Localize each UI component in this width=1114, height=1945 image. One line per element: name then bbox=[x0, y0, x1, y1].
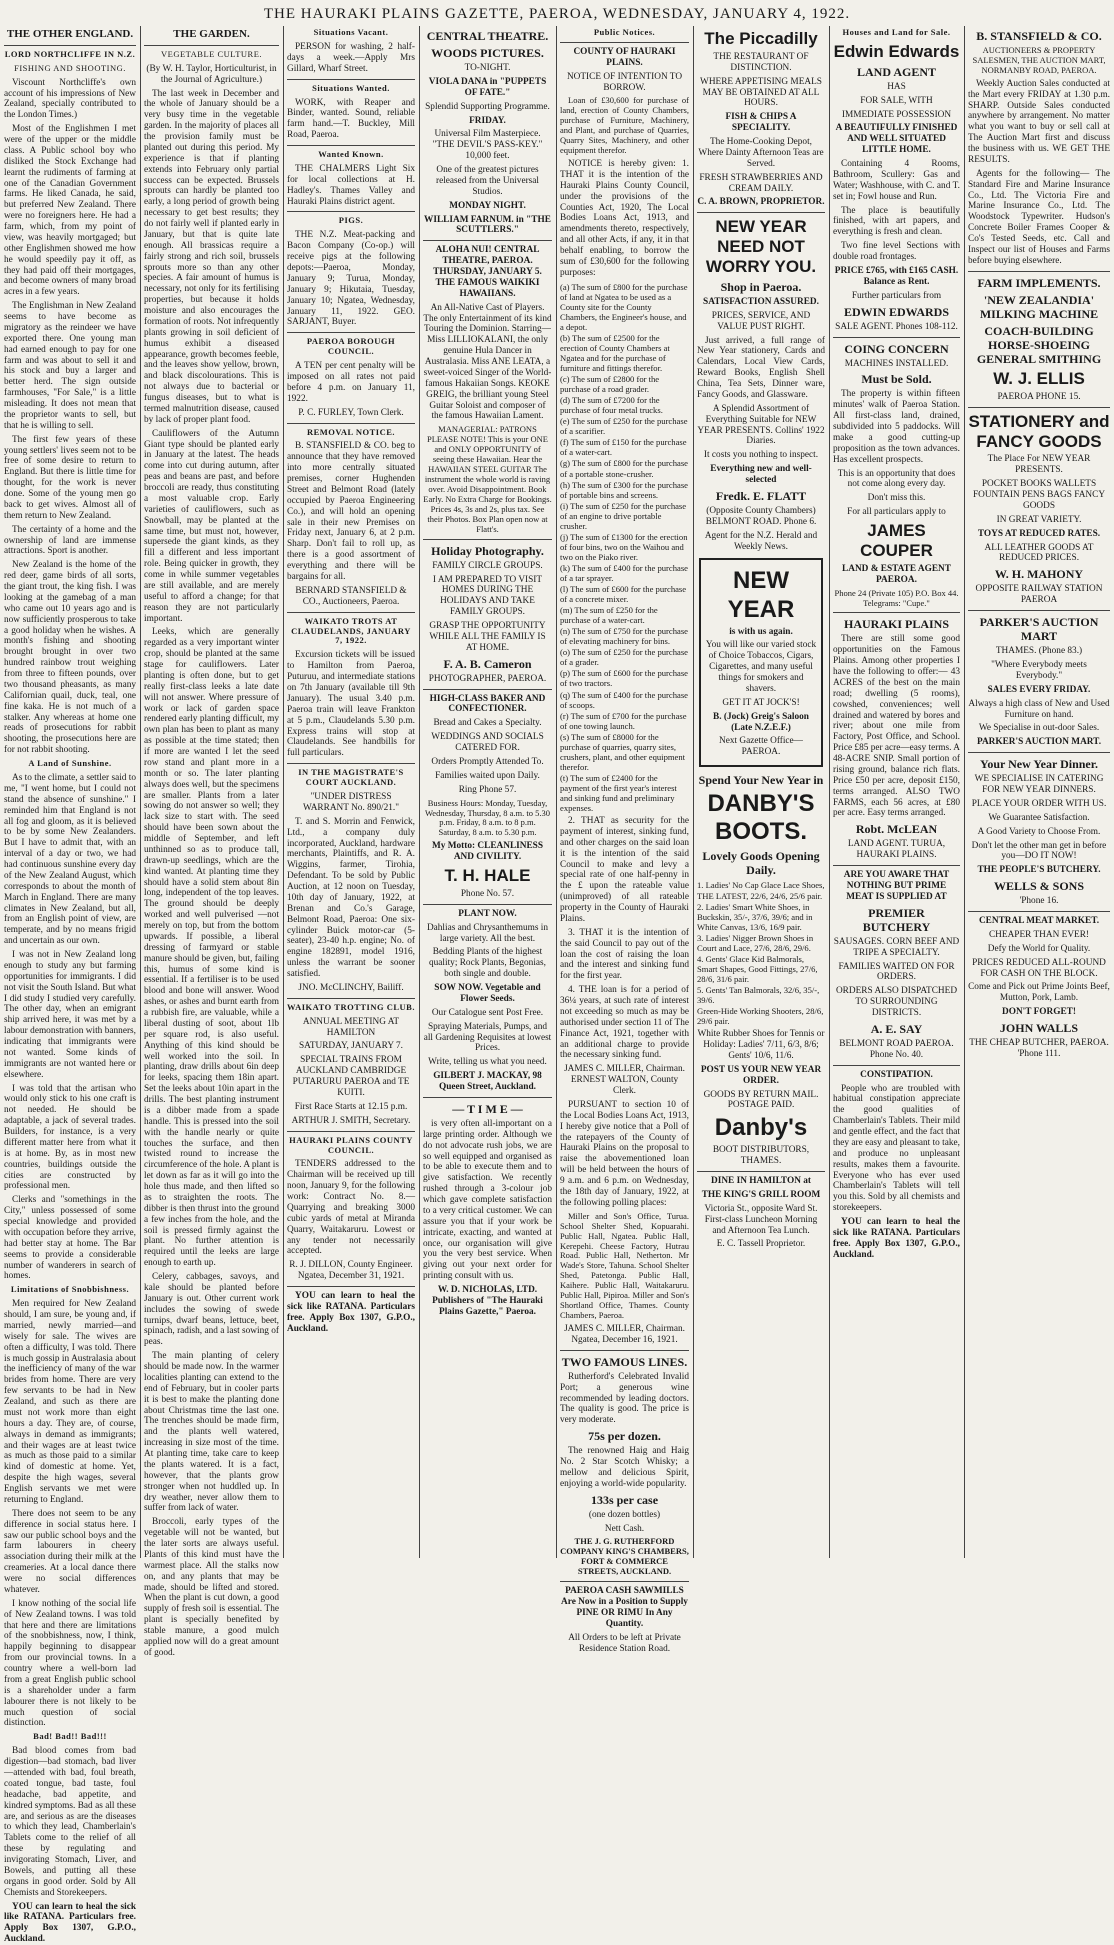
loan-items bbox=[560, 282, 689, 813]
classified-ad: Excursion tickets will be issued to Hamilton from Paeroa, Puturuu, and intermediate stations on 7th January (available till 9th January). The usual 3.40 p.m. Paeroa train will leave Frankton at 5 p.m., Claudelands 5.30 p.m. Express trains will stop at Claudelands. See handbills for full particulars. bbox=[287, 650, 415, 759]
cameron-name: F. A. B. Cameron bbox=[443, 656, 532, 671]
lovely-goods: Lovely Goods Opening Daily. bbox=[702, 849, 820, 878]
loan-item: (i) The sum of £250 for the purchase of an engine to drive portable crusher. bbox=[560, 500, 687, 531]
ad-line: Nett Cash. bbox=[604, 1523, 645, 1534]
article-section: A Land of Sunshine. bbox=[28, 758, 112, 769]
section-header: PAEROA BOROUGH COUNCIL. bbox=[306, 336, 396, 357]
ad-line: For all particulars apply to bbox=[847, 507, 946, 518]
ad-line: The renowned Haig and Haig No. 2 Star Scotch Whisky; a mellow and delicious Spirit, enjoying a world-wide popularity. bbox=[560, 1446, 689, 1489]
ad-line: I AM PREPARED TO VISIT HOMES DURING THE HOLIDAYS AND TAKE FAMILY GROUPS. bbox=[432, 574, 543, 618]
column-rule bbox=[964, 26, 965, 1558]
shoe-item: 2. Ladies' Smart White Shoes, in Buckskin, 35/-, 37/6, 39/6; and in White Canvas, 13/6, 16/9 pair. bbox=[697, 901, 813, 932]
ad-line: It costs you nothing to inspect. bbox=[703, 450, 819, 461]
ad-line: PLANT NOW. bbox=[458, 908, 517, 919]
ad-line: THE RESTAURANT OF DISTINCTION. bbox=[713, 51, 809, 73]
ad-line: Phone 24 (Private 105) P.O. Box 44. Telegrams: "Cupe." bbox=[834, 587, 959, 608]
article-paragraph: The last week in December and the whole of January should be a very busy time in the vegetable garden. In the majority of places all the provision family must be planted out during this period. My experience is that if planting extends into February only partial success can be expected. Brussels sprouts can hardly be planted too early, a long period of growth being necessary to get best results; they do not fairly well if planted early in January, but that is quite late enough. All brassicas require a fairly strong and rich soil, brussels sprouts more so than any other species. A fair amount of humus is necessary, not only for its fertilising properties, but because it holds moisture and also encourages the formation of roots. Not infrequently plants growing in soil deficient of humus exhibit a diseased appearance, growth becomes feeble, and the leaves show yellow, brown, and black discolourations. This is not always due to bacterial or fungus diseases, but to what is termed malnutrition disease, caused by lack of proper plant food. bbox=[144, 88, 279, 425]
ad-line: GOODS BY RETURN MAIL. POSTAGE PAID. bbox=[703, 1089, 819, 1111]
article-paragraph: The Englishman in New Zealand seems to have become as migratory as the reindeer we have exported there. One young man had earned enough to pay for one farm and was about to sell it and his stock and buy a larger and better herd. The sign outside farmhouses, "For Sale," is a little misleading. It does not mean that the proprietor wants to sell, but that he is willing to sell. bbox=[4, 301, 136, 431]
stationery-heading: STATIONERY and FANCY GOODS bbox=[968, 411, 1110, 451]
ad-line: CONSTIPATION. bbox=[860, 1069, 933, 1080]
classified-ad: B. STANSFIELD & CO. beg to announce that they have removed into more centrally situated premises, corner Hughenden Street and Belmont Road (lately occupied by Paeroa Engineering Co.), and will hold an opening sale in their new Premises on Friday next, January 6, at 2 p.m. Sharp. Don't fail to roll up, as there is a good assortment of everything and there will be bargains for all. bbox=[287, 441, 415, 582]
section-header: WAIKATO TROTS AT CLAUDELANDS, JANUARY 7, 1922. bbox=[291, 615, 411, 646]
ad-line: Agents for the following— The Standard Fire and Marine Insurance Co., Ltd. The Victoria Fire and Marine Insurance Co., Ltd. The Woodstock Typewriter. Hudson's Concrete Boiler Frames Cooper & Co's Tested Seeds, etc. Call and Inspect our list of Houses and Farms before buying elsewhere. bbox=[968, 168, 1110, 266]
ad-line: FAMILY CIRCLE GROUPS. bbox=[432, 560, 543, 571]
article-paragraph: I was not in New Zealand long enough to study any but farming opportunities for immigrants. I did not visit the South Island. But what I did study I studied very carefully. The other day, when an emigrant ship arrived here, it was met by a labour demonstration with banners, indicating that immigrants were not wanted. Some kinds of immigrants are not wanted here or elsewhere. bbox=[4, 950, 136, 1080]
ad-line: We Guarantee Satisfaction. bbox=[988, 812, 1090, 823]
ad-line: The Home-Cooking Depot, Where Dainty Afternoon Teas are Served. bbox=[698, 137, 824, 169]
going-concern: COING CONCERN bbox=[844, 341, 949, 356]
notice-line: PURSUANT to section 10 of the Local Bodies Loans Act, 1913, I hereby give notice that a Poll of the ratepayers of the County of Hauraki Plains on the proposal to raise the abovementioned loan will be held between the hours of 9 a.m. and 6 p.m. on Wednesday, the 18th day of January, 1922, at the following polling places: bbox=[560, 1099, 689, 1208]
article-paragraph: New Zealand is the home of the red deer, game birds of all sorts, the giant trout, the king fish. I was looking at the gamebag of a man who came out 10 years ago and is now sufficiently prosperous to take a good holiday when he wishes. A month's fishing and shooting brought brought in over two hundred rainbow trout weighing from three to fifteen pounds, over two thousand pheasants, as many Californian quail, duck, teal, one fine kaka. He is not much of a stalker. Any whereas at home one reads of prosecutions for rabbit shooting, the prosecutions here are for not rabbit shooting. bbox=[4, 560, 136, 756]
ad-line: Further particulars from bbox=[851, 290, 942, 301]
two-famous-lines: TWO FAMOUS LINES. bbox=[561, 1354, 688, 1369]
article-paragraph: As to the climate, a settler said to me, "I went home, but I could not stand the absence of sunshine." I reminded him that England is not all fog and gloom, as it is believed to be by some New Zealanders. But I have to admit that, with an interval of a day or two, we had had continuous sunshine every day of the New Zealand August, which corresponds to about the month of March in England. There are many climates in New Zealand, but all, from an English point of view, are temperate, and by no means frigid and uncertain as our own. bbox=[4, 773, 136, 947]
price-whisky: 133s per case bbox=[590, 1492, 659, 1507]
ad-line: Next Gazette Office—PAEROA. bbox=[719, 736, 803, 758]
ad-line: FOR SALE, WITH bbox=[860, 95, 933, 106]
shoe-list bbox=[697, 880, 825, 1026]
ad-line: Rutherford's Celebrated Invalid Port; a generous wine recommended by leading doctors. The quality is good. The price is very moderate. bbox=[560, 1371, 689, 1426]
ad-line: FISH & CHIPS A SPECIALITY. bbox=[725, 112, 797, 134]
shoe-item: 3. Ladies' Nigger Brown Shoes in Court and Lace, 27/6, 28/6, 29/6. bbox=[697, 932, 814, 953]
article-paragraph: Clerks and "somethings in the City," unless possessed of some special knowledge and provided with occupation before they arrive, had better stay at home. The Bar seems to provide a considerable number of wanderers in search of homes. bbox=[4, 1195, 136, 1282]
ad-line: Splendid Supporting Programme. bbox=[425, 101, 550, 112]
article-subtitle: VEGETABLE CULTURE. bbox=[160, 48, 263, 59]
loan-item: (p) The sum of £600 for the purchase of two tractors. bbox=[560, 668, 688, 689]
notice-line: COUNTY OF HAURAKI PLAINS. bbox=[573, 46, 676, 68]
ad-line: Always a high class of New and Used Furniture on hand. bbox=[968, 698, 1110, 720]
ad-line: My Motto: CLEANLINESS AND CIVILITY. bbox=[431, 841, 544, 863]
notice-line: 4. THE loan is for a period of 36¼ years, at such rate of interest not exceeding so much as may be authorised under section 11 of The Finance Act, 1921, together with an additional charge to provide the necessary sinking fund. bbox=[560, 985, 689, 1061]
loan-item: (g) The sum of £800 for the purchase of a portable stone-crusher. bbox=[560, 458, 688, 479]
ad-line: FRESH STRAWBERRIES AND CREAM DAILY. bbox=[699, 172, 823, 194]
ad-line: One of the greatest pictures released from the Universal Studios. bbox=[436, 165, 539, 197]
column-businesses bbox=[968, 26, 1110, 1558]
ad-line: GILBERT J. MACKAY, 98 Queen Street, Auckland. bbox=[433, 1071, 542, 1093]
ad-line: Agent for the N.Z. Herald and Weekly News. bbox=[704, 530, 818, 552]
article-paragraph: I was told that the artisan who would only stick to his one craft is not needed. He should be adaptable, a jack of several trades. Builders, for instance, is a very different matter here from what it is at home. By, as in most new countries, buildings outside the cities are constructed by professional men. bbox=[4, 1083, 136, 1192]
section-header: Public Notices. bbox=[593, 27, 656, 37]
article-byline: (By W. H. Taylor, Horticulturist, in the Journal of Agriculture.) bbox=[146, 63, 277, 85]
column-rule bbox=[140, 26, 141, 1558]
ad-line: MANAGERIAL: PATRONS PLEASE NOTE! This is your ONE and ONLY OPPORTUNITY of seeing these Hawaiian. Hear the HAWAIIAN STEEL GUITAR The instrument the whole world is raving over. Avoid Disappointment. Book Early. No Extra Charge for Bookings. Prices 4s, 3s and 2s, plus tax. See their Photos. Box Plan open now at Flatt's. bbox=[423, 424, 552, 534]
ad-line: IMMEDIATE POSSESSION bbox=[841, 109, 952, 120]
ad-line: BELMONT ROAD PAEROA. Phone No. 40. bbox=[839, 1038, 954, 1060]
ad-line: WILLIAM FARNUM. in "THE SCUTTLERS." bbox=[424, 214, 551, 236]
ellis-name: W. J. ELLIS bbox=[993, 368, 1085, 388]
ad-line: ALOHA NUI! CENTRAL THEATRE, PAEROA. THURSDAY, JANUARY 5. THE FAMOUS WAIKIKI HAWAIIANS. bbox=[433, 245, 542, 299]
article-paragraph: There does not seem to be any difference in social status here. I saw our public school boys and the farm labourers in cheery association during their milk at the creameries. At a local dance there were no social differences whatever. bbox=[4, 1508, 136, 1595]
new-year-title: NEW YEAR bbox=[727, 567, 795, 623]
shoe-item: Green-Hide Working Shooters, 28/6, 29/6 pair. bbox=[697, 1006, 824, 1027]
classified-ad: First Race Starts at 12.15 p.m. bbox=[294, 1101, 408, 1112]
loan-item: (m) The sum of £250 for the purchase of a water-cart. bbox=[560, 605, 658, 626]
ad-line: Your New Year Dinner. bbox=[979, 757, 1098, 772]
ad-line: HAS bbox=[887, 81, 906, 92]
ad-line: PRICES, SERVICE, AND VALUE PUST RIGHT. bbox=[711, 310, 811, 332]
ratana-ad: YOU can learn to heal the sick like RATANA. Particulars free. Apply Box 1307, G.P.O., Auckland. bbox=[287, 1291, 415, 1334]
classified-ad: ANNUAL MEETING AT HAMILTON bbox=[302, 1016, 400, 1038]
shop-in-paeroa: Shop in Paeroa. bbox=[720, 279, 802, 294]
section-header: WAIKATO TROTTING CLUB. bbox=[287, 1001, 415, 1012]
article-paragraph: The certainty of a home and the ownership of land are immense attractions. Sport is another. bbox=[4, 524, 136, 557]
ad-line: OPPOSITE RAILWAY STATION PAEROA bbox=[975, 584, 1103, 606]
ad-line: Come and Pick out Prime Joints Beef, Mutton, Pork, Lamb. bbox=[968, 982, 1110, 1004]
ad-line: LAND AGENT bbox=[856, 64, 936, 79]
ad-line: E. C. Tassell Proprietor. bbox=[716, 1239, 806, 1250]
ad-line: Don't let the other man get in before you—DO IT NOW! bbox=[971, 840, 1107, 862]
ad-line: "Where Everybody meets Everybody." bbox=[991, 660, 1087, 681]
ad-line: W. D. NICHOLAS, LTD. Publishers of "The Hauraki Plains Gazette," Paeroa. bbox=[432, 1285, 543, 1317]
column-entertainment bbox=[423, 26, 552, 1558]
edwards-name: Edwin Edwards bbox=[833, 41, 960, 61]
couper-name: JAMES COUPER bbox=[860, 521, 933, 560]
ad-line: is with us again. bbox=[729, 626, 793, 637]
article-title: THE GARDEN. bbox=[173, 28, 250, 40]
ad-line: THE PEOPLE'S BUTCHERY. bbox=[977, 865, 1101, 876]
spend-heading: Spend Your New Year in bbox=[698, 773, 824, 788]
notice-line: Loan of £30,600 for purchase of land, erection of County Chambers, purchase of Furniture, Machinery, and Plant, and purchase of Quarries, Quarry Sites, Machinery, and other equipment therefor. bbox=[560, 95, 689, 156]
ad-line: 'NEW ZEALANDIA' MILKING MACHINE bbox=[979, 292, 1099, 321]
loan-item: (r) The sum of £700 for the purchase of one towing launch. bbox=[560, 710, 687, 731]
loan-item: (f) The sum of £150 for the purchase of a water-cart. bbox=[560, 437, 687, 458]
column-garden bbox=[144, 26, 280, 1658]
ad-line: There are still some good opportunities on the Famous Plains. Among other properties I have the following to offer:— 43 ACRES of the best on the main road; dwelling (5 rooms), cowshed, conveniences; well drained and watered by bores and river; about one mile from Factory, Post Office, and School. Price £85 per acre—easy terms. A 48-ACRE SNIP. Small portion of rising ground, balance rich flats. Price £50 per acre, deposit £150, terms arranged. ALSO TWO FARMS, each 56 acres, at £80 per acre. Easy terms arranged. bbox=[833, 634, 961, 819]
loan-item: (j) The sum of £1300 for the erection of four bins, two on the Waihou and two on the Piako river. bbox=[560, 531, 688, 562]
ad-line: GET IT AT JOCK'S! bbox=[722, 697, 800, 708]
walls-name: JOHN WALLS bbox=[999, 1021, 1079, 1036]
loan-item: (n) The sum of £750 for the purchase of elevating machinery for bins. bbox=[560, 626, 688, 647]
column-rule bbox=[283, 26, 284, 1558]
ad-line: (one dozen bottles) bbox=[588, 1509, 661, 1520]
classified-ad: SATURDAY, JANUARY 7. bbox=[298, 1041, 403, 1052]
piccadilly-title: The Piccadilly bbox=[704, 29, 818, 48]
signature: JAMES C. MILLER, Chairman. ERNEST WALTON, County Clerk. bbox=[564, 1064, 685, 1097]
ad-line: Bread and Cakes a Specialty. bbox=[433, 718, 542, 729]
ad-line: Victoria St., opposite Ward St. First-class Luncheon Morning and Afternoon Tea Lunch. bbox=[704, 1203, 818, 1236]
article-paragraph: Leeks, which are generally regarded as a very important winter crop, should be planted at the same stage for cauliflowers. Later planting is often done, but to get really first-class leeks a late date will not answer. Where pressure of work or lack of garden space rendered early planting difficult, my own plan has been to plant as many as possible at the time stated; then if more are wanted I let the seed row stand and plant more in a month or so. The later planting always does well, but the specimens are smaller. Plants from a later sowing do not answer so well; they lack size to start with. The seed should have been sown about the middle of September, and left unthinned so as to produce tall, drawn-up seedlings, which are the kind wanted. At planting time they should have a solid stem about 8in long, independent of the top leaves. The ground should be deeply worked and well pulverised —not merely on top, but from the bottom upwards. If possible, a liberal dressing of farmyard or stable manure should be given, but, failing this, humus of some kind is essential. If a fertiliser is to be used blood and bone will answer. Wood ashes, or ashes and burnt earth from a rubbish fire, are valuable, while a liberal dusting of soot, about 1lb per square rod, is also useful. Anything of this kind should be well worked into the soil. In planting, draw drills about 6in deep for leeks, spacing them 18in apart. Set the leeks about 10in apart in the drills. The best planting instrument is a dibber made from a spade handle. This is pressed into the soil with the handle nearly or quite touches the surface, and then twisted round to increase the circumference of the hole. A plant is let down as far as it will go into the hole thus made, and then lifted so as to straighten the roots. The dibber is then thrust into the ground a few inches from the hole, and the soil is pressed firmly against the plant. No further attention is required until the leeks are large enough to earth up. bbox=[144, 627, 280, 1269]
ad-line: PHOTOGRAPHER, PAEROA. bbox=[428, 673, 547, 684]
section-header: Situations Wanted. bbox=[312, 82, 390, 93]
signature: BERNARD STANSFIELD & CO., Auctioneers, Paeroa. bbox=[295, 585, 407, 607]
signature: R. J. DILLON, County Engineer. Ngatea, December 31, 1921. bbox=[289, 1260, 413, 1282]
ad-line: WE SPECIALISE IN CATERING FOR NEW YEAR DINNERS. bbox=[974, 774, 1104, 796]
signature: JNO. McCLINCHY, Bailiff. bbox=[298, 982, 404, 993]
ad-line: Weekly Auction Sales conducted at the Mart every FRIDAY at 1.30 p.m. SHARP. Outside Sales conducted anywhere by arrangement. No matter what you want to buy or sell call at The Auction Mart first and discuss the business with us. WE GET THE RESULTS. bbox=[968, 78, 1110, 165]
holiday-photography: Holiday Photography. bbox=[431, 543, 544, 558]
ad-line: PRICE £765, with £165 CASH. Balance as Rent. bbox=[834, 265, 959, 287]
loan-item: (c) The sum of £2800 for the purchase of a road grader. bbox=[560, 374, 660, 395]
section-header: IN THE MAGISTRATE'S COURT AUCKLAND. bbox=[298, 767, 404, 788]
loan-item: (s) The sum of £8000 for the purchase of quarries, quarry sites, crushers, plant, and other equipment therefor. bbox=[560, 731, 686, 772]
loan-item: (q) The sum of £400 for the purchase of scoops. bbox=[560, 689, 688, 710]
ad-line: A BEAUTIFULLY FINISHED AND WELL SITUATED LITTLE HOME. bbox=[835, 123, 958, 156]
polling-places: Miller and Son's Office, Turua. School Shelter Shed, Kopuarahi. Public Hall, Ngatea. Public Hall, Kerepehi. Cheese Factory, Hutrau Road. Public Hall, Netherton. Mr Wade's Store, Tahuna. School Shelter Shed, Patetonga. Public Hall, Kaihere. Public Hall, Waitakaruru. Public Hall, Pipiroa. Miller and Son's Shortland Office, Thames. County Chambers, Paeroa. bbox=[560, 1210, 689, 1321]
column-rule bbox=[556, 26, 557, 1558]
column-rule bbox=[829, 26, 830, 1558]
signature: JAMES C. MILLER, Chairman. Ngatea, December 16, 1921. bbox=[564, 1324, 685, 1345]
ad-line: The place is beautifully finished, with art papers, and everything is fresh and clean. bbox=[833, 205, 960, 238]
ad-line: EDWIN EDWARDS bbox=[843, 304, 950, 319]
woods-pictures: WOODS PICTURES. bbox=[431, 46, 544, 61]
ad-line: A Good Variety to Choose From. bbox=[977, 826, 1101, 837]
loan-item: (o) The sum of £250 for the purchase of a grader. bbox=[560, 647, 688, 668]
mclean-name: Robt. McLEAN bbox=[855, 822, 938, 837]
time-heading: — T I M E — bbox=[452, 1101, 523, 1116]
ad-line: WEDDINGS AND SOCIALS CATERED FOR. bbox=[431, 732, 544, 754]
ad-line: SATISFACTION ASSURED. bbox=[703, 296, 819, 307]
ad-line: White Rubber Shoes for Tennis or Holiday: Ladies' 7/11, 6/3, 8/6; Gents' 10/6, 11/6. bbox=[697, 1029, 825, 1061]
article-paragraph: I know nothing of the social life of New Zealand towns. I was told that here and there are limitations of the snobbishness, now, I think, happily beginning to disappear from our provincial towns. In a country where a well-born lad from a great English public school is a shareholder under a farm labourer there is not likely to be much question of social distinction. bbox=[4, 1598, 136, 1729]
stansfield-name: B. STANSFIELD & CO. bbox=[976, 29, 1102, 43]
article-title: THE OTHER ENGLAND. bbox=[6, 28, 134, 40]
ad-line: PAEROA CASH SAWMILLS Are Now in a Position to Supply PINE OR RIMU In Any Quantity. bbox=[561, 1586, 688, 1629]
shoe-item: 1. Ladies' No Cap Glace Lace Shoes, THE LATEST, 22/6, 24/6, 25/6 pair. bbox=[697, 880, 825, 901]
loan-item: (h) The sum of £300 for the purchase of portable bins and screens. bbox=[560, 479, 688, 500]
section-header: Situations Vacant. bbox=[313, 27, 389, 37]
ad-line: THAMES. (Phone 83.) bbox=[995, 646, 1083, 657]
ad-line: DON'T FORGET! bbox=[1002, 1007, 1076, 1018]
mahony-name: W. H. MAHONY bbox=[994, 567, 1084, 582]
ad-line: IN GREAT VARIETY. bbox=[996, 514, 1082, 525]
ad-line: PLACE YOUR ORDER WITH US. bbox=[971, 798, 1107, 809]
section-header: Wanted Known. bbox=[318, 149, 384, 159]
ad-line: People who are troubled with habitual constipation appreciate the good qualities of Chamberlain's Tablets. Their mild and gentle effect, and the fact that they are easy and pleasant to take, and produce no unpleasant results, makes them a favourite. Everyone who has ever used Chamberlain's Tablets will tell you this. Sold by all chemists and storekeepers. bbox=[833, 1083, 960, 1214]
article-paragraph: Broccoli, early types of the vegetable will not be wanted, but the later sorts are always useful. Plants of this kind must have the warmest place. All the stalks now on, and any plants that may be made, should be lifted and stored. When the plant is cut down, a good supply of fresh soil is essential. The plant is specially benefited by stable manure, a good mulch applied now will do a great amount of good. bbox=[144, 1517, 279, 1658]
article-paragraph: The first few years of these young settlers' lives seem not to be free of some desire to return to England. But there is little time for thought, for the work is never done. Some of the young men go back to get wives. Almost all of them return to New Zealand. bbox=[4, 434, 136, 521]
ad-line: Business Hours: Monday, Tuesday, Wednesday, Thursday, 8 a.m. to 5.30 p.m. Friday, 8 a.m. to 8 p.m. Saturday, 8 a.m. to 5.30 p.m. bbox=[424, 797, 551, 838]
column-classifieds bbox=[287, 26, 415, 1558]
ad-line: (Opposite County Chambers) BELMONT ROAD. Phone 6. bbox=[705, 505, 817, 527]
loan-item: (d) The sum of £7200 for the purchase of four metal trucks. bbox=[560, 395, 663, 416]
ad-line: MONDAY NIGHT. bbox=[449, 200, 526, 211]
ad-line: Defy the World for Quality. bbox=[987, 943, 1091, 954]
ratana-ad: YOU can learn to heal the sick like RATANA. Particulars free. Apply Box 1307, G.P.O., Auckland. bbox=[4, 1901, 136, 1945]
column-land-sales bbox=[833, 26, 960, 1558]
ad-line: GRASP THE OPPORTUNITY WHILE ALL THE FAMILY IS AT HOME. bbox=[429, 621, 546, 653]
shoe-item: 5. Gents' Tan Balmorals, 32/6, 35/-, 39/6. bbox=[697, 984, 820, 1005]
ad-line: THE KING'S GRILL ROOM bbox=[701, 1189, 821, 1200]
ad-line: The property is within fifteen minutes' walk of Paeroa Station. All first-class land, drained, subdivided into 5 paddocks. Will make a good cutting-up proposition as the town advances. Has excellent prospects. bbox=[833, 389, 960, 465]
ad-line: SAUSAGES. CORN BEEF AND TRIPE A SPECIALTY. bbox=[833, 936, 960, 958]
flatt-name: Fredk. E. FLATT bbox=[715, 488, 807, 503]
premier-butchery: PREMIER BUTCHERY bbox=[862, 905, 931, 934]
ad-line: POCKET BOOKS WALLETS FOUNTAIN PENS BAGS FANCY GOODS bbox=[972, 479, 1106, 511]
loan-item: (a) The sum of £800 for the purchase of land at Ngatea to be used as a County site for the County Chambers, the Engineer's house, and a depot. bbox=[560, 281, 688, 332]
column-other-england bbox=[4, 26, 136, 1945]
classified-ad: THE CHALMERS Light Six for local collections at H. Hadley's. Thames Valley and Hauraki Plains district agent. bbox=[287, 163, 415, 207]
price-port: 75s per dozen. bbox=[588, 1429, 661, 1444]
classified-ad: TENDERS addressed to the Chairman will be received up till noon, January 9, for the following work: Contract No. 8.—Quarrying and breaking 3000 cubic yards of metal at Miranda Quarry, Waitakaruru. Lowest or any tender not necessarily accepted. bbox=[287, 1159, 415, 1257]
court-subheader: "UNDER DISTRESS WARRANT No. 890/21." bbox=[302, 792, 400, 813]
classified-ad: A TEN per cent penalty will be imposed on all rates not paid before 4 p.m. on January 11, 1922. bbox=[287, 361, 415, 404]
ad-line: Must be Sold. bbox=[861, 372, 932, 387]
ad-line: CENTRAL MEAT MARKET. bbox=[978, 916, 1100, 927]
ad-line: SALES EVERY FRIDAY. bbox=[987, 684, 1091, 695]
shoe-item: 4. Gents' Glace Kid Balmorals, Smart Shapes, Good Fittings, 27/6, 28/6, 31/6 pair. bbox=[697, 953, 818, 984]
ad-line: CHEAPER THAN EVER! bbox=[988, 929, 1090, 940]
ad-line: DINE IN HAMILTON at bbox=[711, 1176, 811, 1187]
ad-line: Ring Phone 57. bbox=[458, 784, 517, 795]
ad-line: An All-Native Cast of Players. The only Entertainment of its kind Touring the Dominion. Starring— Miss LILLIOKALANI, the only genuine Hula Dancer in Australasia. Miss ANE LEATA, a sweet-voiced Singer of the World-famous Hakaiian Songs. KEOKE GREIG, the brilliant young Steel Guitar Soloist and composer of the famous Hawaiian Lament. bbox=[423, 302, 552, 422]
ad-line: This is an opportunity that does not come along every day. bbox=[837, 468, 956, 490]
article-paragraph: Men required for New Zealand should, I am sure, be young and, if married, newly married—and wisely for sale. The wives are often a difficulty, I was told. There is much gossip in Australasia about the inefficiency of many of the war brides from home. There are very few servants to be had in New Zealand, and such as there are must not work more than eight hours a day. They are, of course, always in demand as immigrants; and their wages are at least twice as much as those paid to a similar kind of domestic at home. Yet, despite the high wages, several English servants we met were returning to England. bbox=[4, 1299, 136, 1505]
ad-line: Families waited upon Daily. bbox=[435, 770, 540, 781]
danbys-boots: DANBY'S BOOTS. bbox=[707, 790, 815, 846]
ad-line: FAMILIES WAITED ON FOR ORDERS. bbox=[838, 961, 955, 983]
ad-line: 'Phone 16. bbox=[1019, 896, 1059, 907]
article-paragraph: Bad blood comes from bad digestion—bad stomach, bad liver—attended with bad, foul breath, coated tongue, bad taste, foul headache, bad appetite, and kindred symptoms. Bad as all these are, and serious as are the diseases to which they lead, Chamberlain's Tablets come to the relief of all these by regulating and invigorating Stomach, Liver, and Bowels, and putting all these organs in good order. Sold by All Chemists and Storekeepers. bbox=[4, 1746, 136, 1898]
ad-line: PAEROA PHONE 15. bbox=[997, 391, 1081, 402]
loan-item: (l) The sum of £600 for the purchase of a concrete mixer. bbox=[560, 584, 687, 605]
ad-line: ORDERS ALSO DISPATCHED TO SURROUNDING DISTRICTS. bbox=[835, 986, 958, 1019]
ad-line: We Specialise in out-door Sales. bbox=[978, 723, 1100, 734]
article-paragraph: Viscount Northcliffe's own account of his impressions of New Zealand, specially contributed to the London Times.) bbox=[4, 77, 136, 121]
ad-line: COACH-BUILDING HORSE-SHOEING GENERAL SMITHING bbox=[976, 323, 1102, 366]
danby-name: Danby's bbox=[714, 1114, 808, 1142]
notice-line: 2. THAT as security for the payment of interest, sinking fund, and other charges on the said loan it is the intention of the said Council to make and levy a special rate of one half-penny in the £ upon the rateable value (unimproved) of all rateable property in the County of Hauraki Plains. bbox=[560, 816, 689, 924]
ad-line: THE J. G. RUTHERFORD COMPANY KING'S CHAMBERS, FORT & COMMERCE STREETS, AUCKLAND. bbox=[560, 1536, 689, 1577]
jocks-ad-box bbox=[699, 558, 823, 767]
article-paragraph: The main planting of celery should be made now. In the warmer localities planting can extend to the end of February, but in cooler parts it is best to make the planting done about Christmas time the last one. The trenches should be made firm, and the plants well watered, increasing in size most of the time. At planting time, take care to keep the plants watered. It is a fact, however, that the plants grow stronger when not huddled up. In dry weather, never allow them to suffer from lack of water. bbox=[144, 1351, 279, 1514]
ad-line: ALL LEATHER GOODS AT REDUCED PRICES. bbox=[984, 542, 1094, 564]
column-rule bbox=[419, 26, 420, 1558]
ad-line: Containing 4 Rooms, Bathroom, Scullery: Gas and Water; Washhouse, with C. and T. set in; Fowl house and Run. bbox=[833, 159, 960, 202]
ad-line: HIGH-CLASS BAKER AND CONFECTIONER. bbox=[429, 693, 546, 715]
article-paragraph: Celery, cabbages, savoys, and kale should be planted before January is out. Other current work includes the sowing of swede turnips, dwarf beans, lettuce, beet, spinach, radish, and a last sowing of peas. bbox=[144, 1272, 279, 1348]
ad-line: LAND AGENT. TURUA, HAURAKI PLAINS. bbox=[847, 839, 946, 861]
ad-line: Bedding Plants of the highest quality; Rock Plants, Begonias, both single and double. bbox=[429, 947, 546, 980]
classified-ad: T. and S. Morrin and Fenwick, Ltd., a company duly incorporated, Auckland, hardware merchants, Plaintiffs, and R. A. Wiggins, farmer, Tirohia, Defendant. To be sold by Public Auction, at 12 noon on Tuesday, 10th day of January, 1922, at Brenan and Co.'s Garage, Belmont Road, Paeroa: One six-cylinder Buick motor-car (5-seater), 23-40 h.p. engine; No. of engine 182891, model 1916, unless the warrant be sooner satisfied. bbox=[287, 816, 415, 979]
ad-line: Dahlias and Chrysanthemums in large variety. All the best. bbox=[426, 922, 549, 944]
ad-line: Universal Film Masterpiece. "THE DEVIL'S PASS-KEY." 10,000 feet. bbox=[432, 129, 543, 162]
farm-implements: FARM IMPLEMENTS. bbox=[977, 275, 1101, 290]
classified-ad: WORK, with Reaper and Binder, wanted. Sound, reliable farm hand.—T. Buckley, Mill Road, Paeroa. bbox=[287, 97, 415, 141]
loan-item: (k) The sum of £400 for the purchase of a tar sprayer. bbox=[560, 562, 688, 583]
article-paragraph: Cauliflowers of the Autumn Giant type should be planted early in January at the latest. The heads come into cut during autumn, after peas and beans are past, and before broccoli are ready, thus constituting a most valuable crop. Early varieties of cauliflowers, such as Snowball, may be planted at the same time, but must not, however, supersede the giant kinds, as they fill a different and less important role. Being quicker in growth, they come in while summer vegetables are still available, and are merely useful to afford a change; for that reason they are not particularly important. bbox=[144, 428, 279, 624]
ad-line: TO-NIGHT. bbox=[464, 63, 511, 74]
article-subtitle: LORD NORTHCLIFFE IN N.Z. bbox=[4, 48, 136, 59]
column-piccadilly-danbys bbox=[697, 26, 825, 1558]
ad-line: Two fine level Sections with double road frontages. bbox=[833, 241, 960, 263]
ad-line: BOOT DISTRIBUTORS, THAMES. bbox=[712, 1145, 810, 1167]
classified-ad: PERSON for washing, 2 half-days a week.—Apply Mrs Gillard, Wharf Street. bbox=[287, 41, 415, 74]
section-header: REMOVAL NOTICE. bbox=[306, 426, 396, 437]
column-rule bbox=[693, 26, 694, 1558]
section-header: HAURAKI PLAINS COUNTY COUNCIL. bbox=[289, 1134, 413, 1155]
ad-line: MACHINES INSTALLED. bbox=[844, 358, 949, 369]
ad-line: VIOLA DANA in "PUPPETS OF FATE." bbox=[428, 76, 547, 98]
article-section: FISHING AND SHOOTING. bbox=[14, 62, 126, 73]
column-public-notices bbox=[560, 26, 689, 1654]
notice-line: 3. THAT it is the intention of the said Council to pay out of the loan the cost of raising the loan and the interest and sinking fund for the first year. bbox=[560, 927, 689, 982]
ad-line: SALE AGENT. Phones 108-112. bbox=[835, 321, 958, 332]
masthead: THE HAURAKI PLAINS GAZETTE, PAEROA, WEDNESDAY, JANUARY 4, 1922. bbox=[263, 6, 851, 22]
notice-line: NOTICE OF INTENTION TO BORROW. bbox=[566, 71, 683, 93]
wells-name: WELLS & SONS bbox=[993, 879, 1085, 894]
section-header: PIGS. bbox=[338, 215, 364, 226]
ad-line: WHERE APPETISING MEALS MAY BE OBTAINED AT ALL HOURS. bbox=[700, 76, 822, 109]
loan-item: (e) The sum of £250 for the purchase of a scarifier. bbox=[560, 416, 688, 437]
ad-line: All Orders to be left at Private Residence Station Road. bbox=[568, 1632, 681, 1654]
loan-item: (t) The sum of £2400 for the payment of the first year's interest and sinking fund and preliminary expenses. bbox=[560, 772, 677, 814]
ad-line: Spraying Materials, Pumps, and all Gardening Requisites at lowest Prices. bbox=[423, 1021, 552, 1054]
signature: ARTHUR J. SMITH, Secretary. bbox=[291, 1115, 411, 1126]
ad-line: is very often all-important on a large printing order. Although we do not advocate rush jobs, we are so well equipped and organised as to be able to execute them and to give satisfaction. We recently rushed through a 3-colour job which gave complete satisfaction to a very critical customer. We can assure you that if your work be intricate, exacting, and wanted at once, our organisation will give you the very best service. When giving out your next order for printing consult with us. bbox=[423, 1118, 552, 1282]
ad-line: Everything new and well-selected bbox=[710, 464, 812, 486]
say-name: A. E. SAY bbox=[870, 1021, 923, 1036]
signature: P. C. FURLEY, Town Clerk. bbox=[298, 407, 404, 418]
ad-line: Our Catalogue sent Post Free. bbox=[431, 1007, 544, 1018]
ad-line: TOYS AT REDUCED RATES. bbox=[977, 528, 1101, 539]
ad-line: Don't miss this. bbox=[867, 493, 926, 504]
ratana-ad: YOU can learn to heal the sick like RATANA. Particulars free. Apply Box 1307, G.P.O., Auckland. bbox=[833, 1217, 960, 1260]
ad-line: SOW NOW. Vegetable and Flower Seeds. bbox=[434, 983, 541, 1004]
classified-ad: THE N.Z. Meat-packing and Bacon Company (Co-op.) will receive pigs at the following depots:—Paeroa, Monday, January 9; Turua, Monday, January 9; Hikutaia, Tuesday, January 10; Ngatea, Wednesday, January 11, 1922. GEO. SARJANT, Buyer. bbox=[287, 230, 415, 328]
ad-line: Orders Promptly Attended To. bbox=[431, 756, 544, 767]
ad-line: The Place For NEW YEAR PRESENTS. bbox=[987, 454, 1091, 476]
article-paragraph: Most of the Englishmen I met were of the upper or the middle class. A Public school boy who disliked the Stock Exchange had learnt the rudiments of farming at one of the Canadian Government farms. He liked Canada, he said, but preferred New Zealand. There were no foreigners here. He had a farm, which, from my point of view, was heavily mortgaged; but other Englishmen showed me how he would speedily pay it off, as they had paid off their mortgages, and become owners of many broad acres in a few years. bbox=[4, 124, 136, 298]
new-year-heading: NEW YEAR NEED NOT WORRY YOU. bbox=[705, 217, 817, 276]
ad-line: C. A. BROWN, PROPRIETOR. bbox=[697, 197, 825, 208]
loan-item: (b) The sum of £2500 for the erection of County Chambers at Ngatea and for the purchase of furniture and fittings therefor. bbox=[560, 332, 670, 374]
ad-line: You will like our varied stock of Choice Tobaccos, Cigars, Cigarettes, and many useful things for smokers and shavers. bbox=[705, 640, 817, 694]
classified-ad: SPECIAL TRAINS FROM AUCKLAND CAMBRIDGE PUTARURU PAEROA and TE KUITI. bbox=[292, 1055, 410, 1098]
ad-line: Phone No. 57. bbox=[460, 888, 515, 899]
ad-line: AUCTIONEERS & PROPERTY SALESMEN, THE AUCTION MART, NORMANBY ROAD, PAEROA. bbox=[972, 45, 1106, 75]
section-header: Houses and Land for Sale. bbox=[842, 27, 951, 37]
ad-line: Write, telling us what you need. bbox=[428, 1057, 547, 1068]
ad-line: B. (Jock) Greig's Saloon (Late N.Z.E.F.) bbox=[713, 711, 809, 733]
parkers-mart: PARKER'S AUCTION MART bbox=[979, 615, 1099, 644]
ad-line: Just arrived, a full range of New Year stationery, Cards and Calendars, Local View Cards, Reward Books, English Shell China, Tea Sets, Dinner ware, Fancy Goods, and Glassware. bbox=[697, 335, 825, 400]
hale-name: T. H. HALE bbox=[444, 866, 531, 886]
theatre-title: CENTRAL THEATRE. bbox=[426, 29, 549, 43]
article-section: Limitations of Snobbishness. bbox=[10, 1284, 130, 1295]
ad-line: THE CHEAP BUTCHER, PAEROA. 'Phone 111. bbox=[969, 1038, 1109, 1059]
article-section: Bad! Bad!! Bad!!! bbox=[33, 1731, 107, 1742]
ad-line: A Splendid Assortment of Everything Suitable for NEW YEAR PRESENTS. Collins' 1922 Diaries. bbox=[697, 403, 825, 447]
ad-line: LAND & ESTATE AGENT PAEROA. bbox=[842, 563, 951, 585]
ad-line: PARKER'S AUCTION MART. bbox=[976, 737, 1102, 748]
ad-line: FRIDAY. bbox=[469, 115, 506, 126]
notice-line: NOTICE is hereby given: 1. THAT it is the intention of the Hauraki Plains County Council, under the provisions of the Counties Act, 1920, The Local Bodies Loans Act, 1913, and amendments thereto, respectively, and all other Acts, if any, it in that behalf enabling, to borrow the sum of £30,600 for the following purposes: bbox=[560, 159, 689, 278]
ad-line: ARE YOU AWARE THAT NOTHING BUT PRIME MEAT IS SUPPLIED AT bbox=[843, 870, 950, 902]
ad-line: POST US YOUR NEW YEAR ORDER. bbox=[700, 1064, 822, 1086]
ad-line: HAURAKI PLAINS bbox=[843, 617, 949, 632]
ad-line: PRICES REDUCED ALL-ROUND FOR CASH ON THE BLOCK. bbox=[972, 957, 1106, 979]
